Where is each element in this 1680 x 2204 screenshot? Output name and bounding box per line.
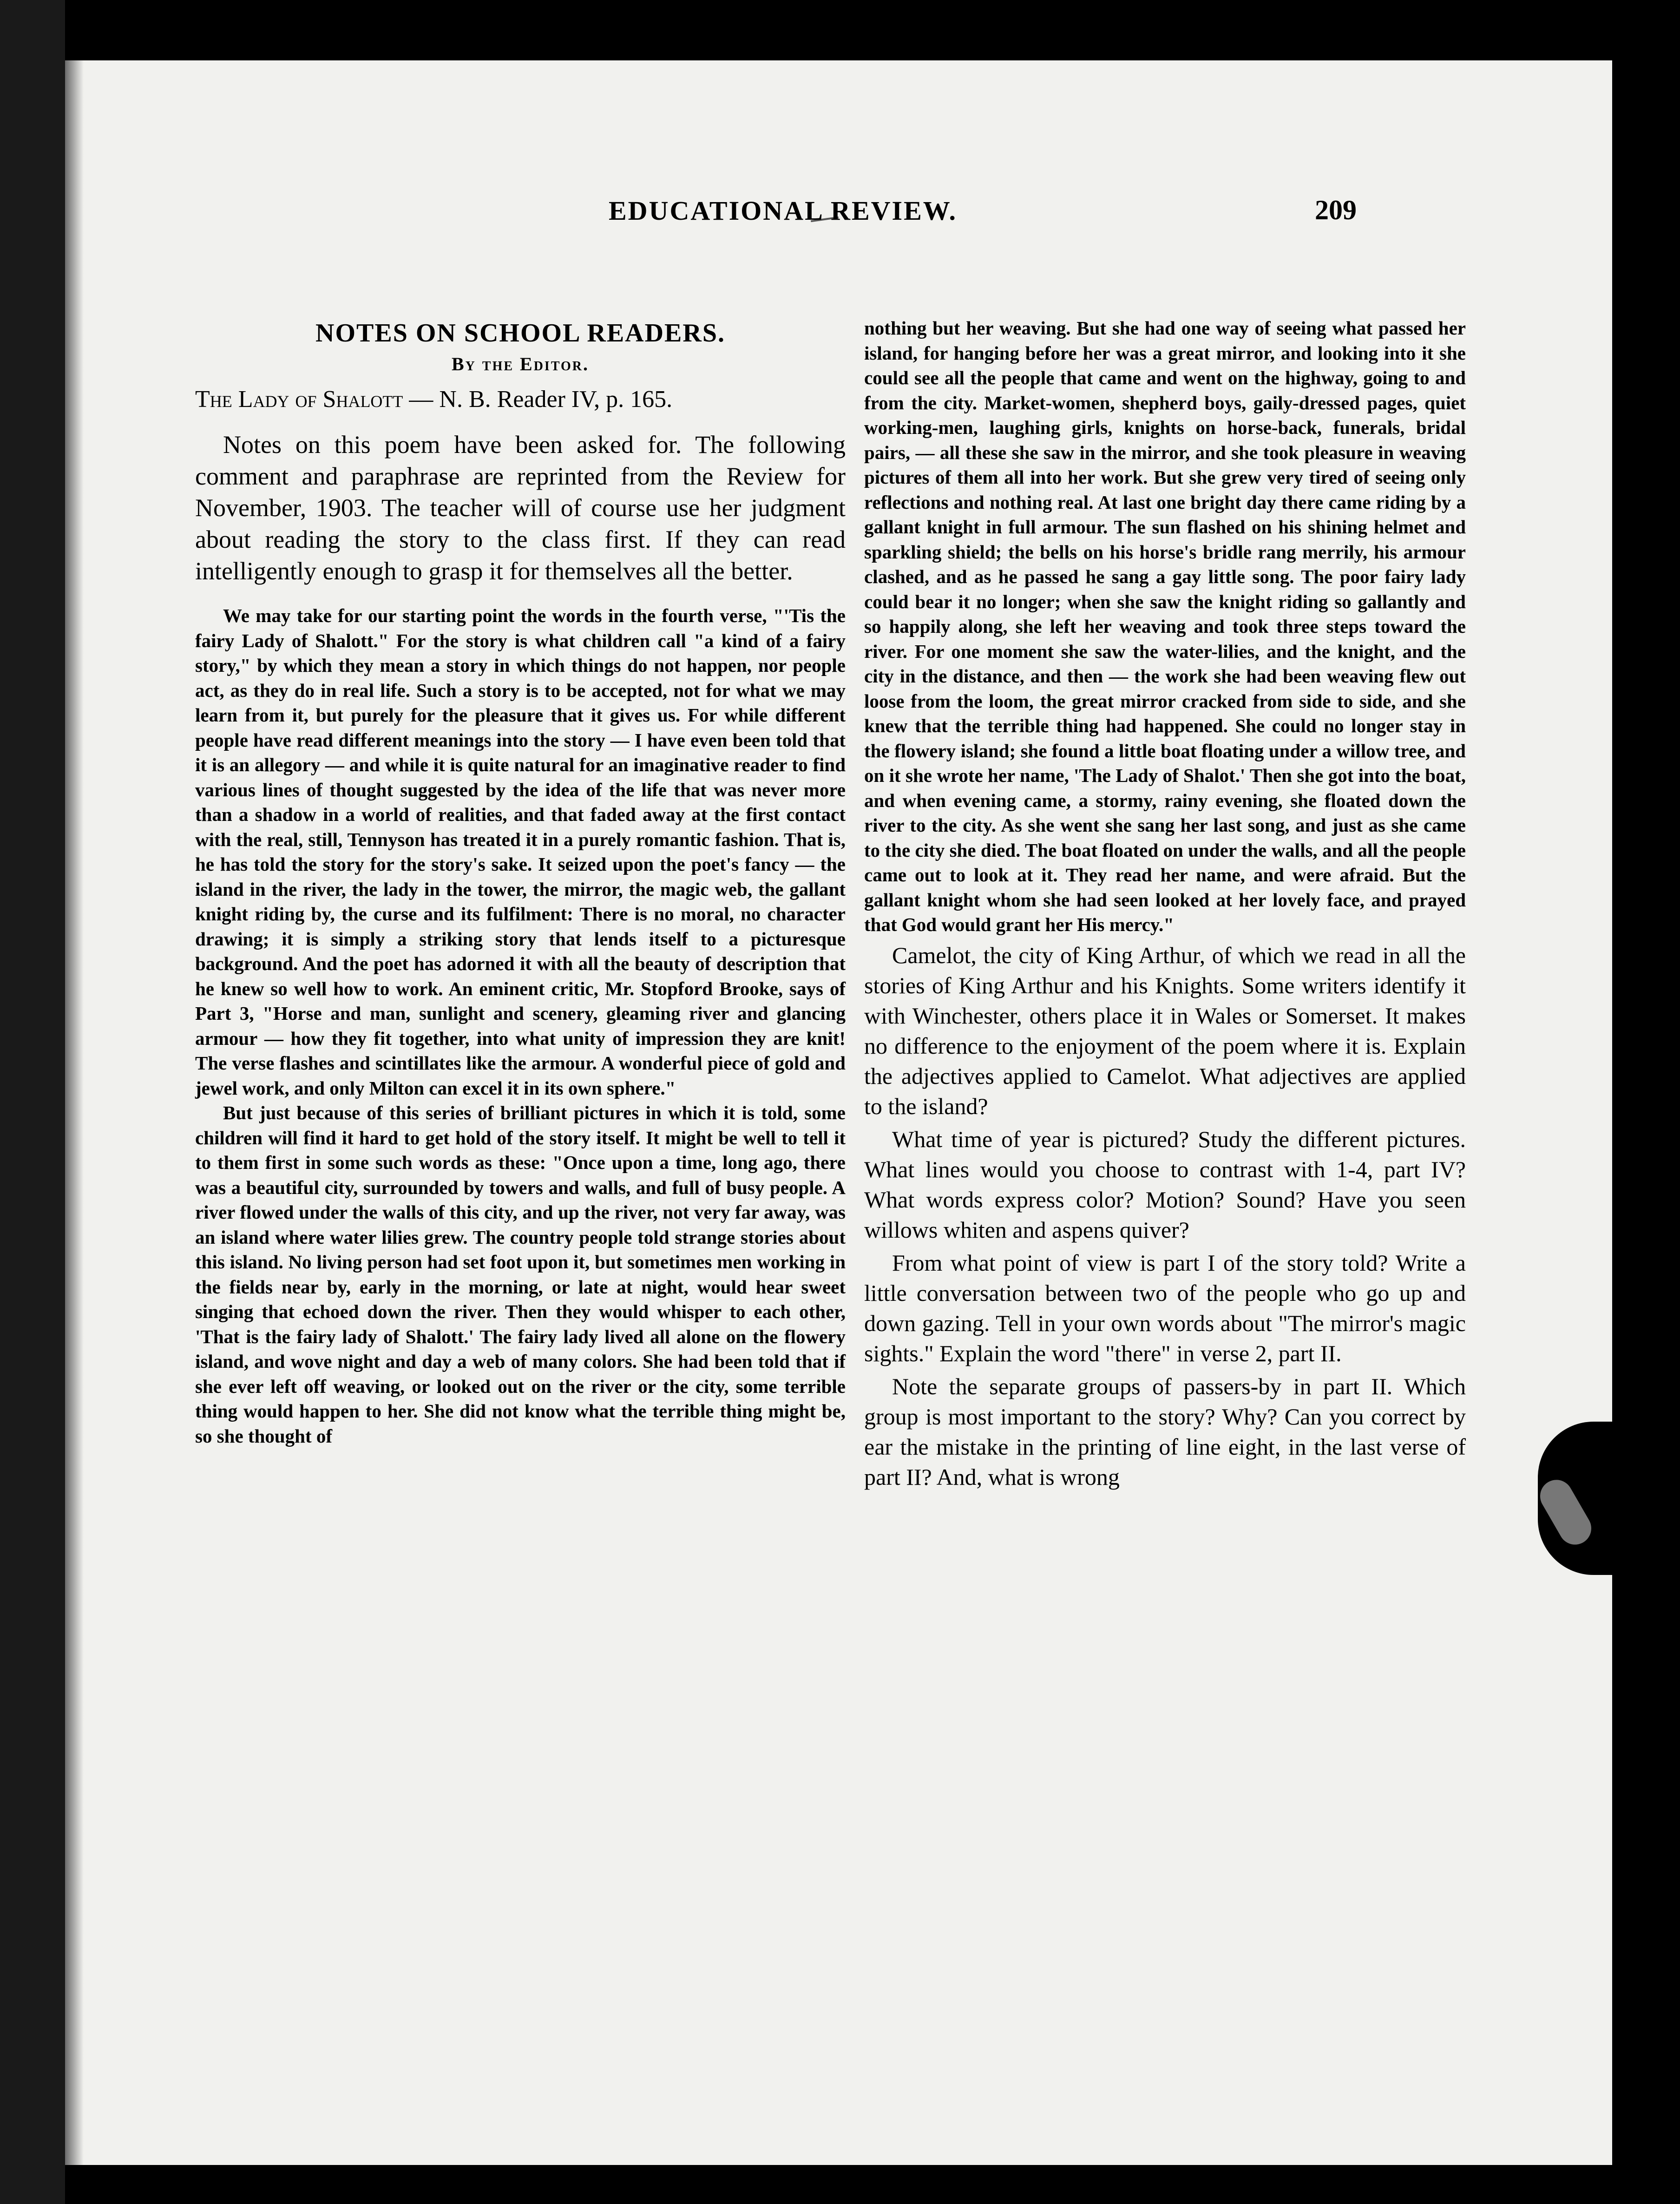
left-column xyxy=(195,317,846,1449)
intro-paragraph: Notes on this poem have been asked for. The following comment and paraphrase are reprinted from the Review for November, 1903. The teacher will of course use her judgment about reading the story to the class first. If they can read intelligently enough to grasp it for themselves all the better. xyxy=(195,431,846,585)
question-paragraph-2: What time of year is pictured? Study the different pictures. What lines would you choose to contrast with 1-4, part IV? What words express color? Motion? Sound? Have you seen willows whiten and aspens quiver? xyxy=(864,1126,1466,1243)
right-column xyxy=(864,316,1466,1492)
byline: By the Editor. xyxy=(452,354,589,374)
article-subtitle xyxy=(195,384,846,415)
question-paragraph-1: Camelot, the city of King Arthur, of which we read in all the stories of King Arthur and his Knights. Some writers identify it with Winchester, others place it in Wales or Somerset. It makes no difference to the enjoyment of the poem where it is. Explain the adjectives applied to Camelot. What adjectives are applied to the island? xyxy=(864,942,1466,1119)
comment-paragraph-1: We may take for our starting point the words in the fourth verse, "'Tis the fairy Lady of Shalott." For the story is what children call "a kind of a fairy story," by which they mean a story in which things do not happen, nor people act, as they do in real life. Such a story is to be accepted, not for what we may learn from it, but purely for the pleasure that it gives us. For while different people have read different meanings into the story — I have even been told that it is an allegory — and while it is quite natural for an imaginative reader to find various lines of thought suggested by the idea of the life that was never more than a shadow in a world of realities, and that faded away at the first contact with the real, still, Tennyson has treated it in a purely romantic fashion. That is, he has told the story for the story's sake. It seized upon the poet's fancy — the island in the river, the lady in the tower, the mirror, the magic web, the gallant knight riding by, the curse and its fulfilment: There is no moral, no character drawing; it is simply a striking story that lends itself to a picturesque background. And the poet has adorned it with all the beauty of description that he knew so well how to work. An eminent critic, Mr. Stopford Brooke, says of Part 3, "Horse and man, sunlight and scenery, gleaming river and glancing armour — how they fit together, into what unity of impression they are knit! The verse flashes and scintillates like the armour. A wonderful piece of gold and jewel work, and only Milton can excel it in its own sphere." xyxy=(195,605,846,1099)
page-number: 209 xyxy=(1315,195,1357,225)
comment-paragraph-2: But just because of this series of brilliant pictures in which it is told, some children will find it hard to get hold of the story itself. It might be well to tell it to them first in some such words as these: "Once upon a time, long ago, there was a beautiful city, surrounded by towers and walls, and full of busy people. A river flowed under the walls of this city, and up the river, not very far away, was an island where water lilies grew. The country people told strange stories about this island. No living person had set foot upon it, but sometimes men working in the fields near by, early in the morning, or late at night, would hear sweet singing that echoed down the river. Then they would whisper to each other, 'That is the fairy lady of Shalott.' The fairy lady lived all alone on the flowery island, and wove night and day a web of many colors. She had been told that if she ever left off weaving, or looked out on the river or the city, some terrible thing would happen to her. She did not know what the terrible thing might be, so she thought of xyxy=(195,1102,846,1447)
article-title: NOTES ON SCHOOL READERS. xyxy=(315,319,725,348)
reader-reference: — N. B. Reader IV, p. 165. xyxy=(403,386,673,413)
running-head: EDUCATIONAL REVIEW. xyxy=(609,196,957,226)
question-paragraph-3: From what point of view is part I of the story told? Write a little conversation between two of the people who go up and down gazing. Tell in your own words about "The mirror's magic sights." Explain the word "there" in verse 2, part II. xyxy=(864,1249,1466,1366)
left-page-edge xyxy=(0,0,65,2204)
poem-title: The Lady of Shalott xyxy=(195,386,403,413)
question-paragraph-4: Note the separate groups of passers-by in part II. Which group is most important to the story? Why? Can you correct by ear the mistake in the printing of line eight, in the last verse of part II? And, what is wrong xyxy=(864,1373,1466,1490)
comment-paragraph-2-continued: nothing but her weaving. But she had one way of seeing what passed her island, for hanging before her was a great mirror, and looking into it she could see all the people that came and went on the highway, going to and from the city. Market-women, shepherd boys, gaily-dressed pages, quiet working-men, laughing girls, knights on horse-back, funerals, bridal pairs, — all these she saw in the mirror, and she took pleasure in weaving pictures of them all into her work. But she grew very tired of seeing only reflections and nothing real. At last one bright day there came riding by a gallant knight in full armour. The sun flashed on his shining helmet and sparkling shield; the bells on his horse's bridle rang merrily, his armour clashed, and as he passed he sang a gay little song. The poor fairy lady could bear it no longer; when she saw the knight riding so gallantly and so happily along, she left her weaving and took three steps toward the river. For one moment she saw the water-lilies, and the knight, and the city in the distance, and then — the work she had been weaving flew out loose from the loom, the great mirror cracked from side to side, and she knew that the terrible thing had happened. She could no longer stay in the flowery island; she found a little boat floating under a willow tree, and on it she wrote her name, 'The Lady of Shalot.' Then she got into the boat, and when evening came, a stormy, rainy evening, she floated down the river to the city. As she went she sang her last song, and just as she came to the city she died. The boat floated on under the walls, and all the people came out to look at it. They read her name, and were afraid. But the gallant knight whom she had seen looked at her lovely face, and prayed that God would grant her His mercy." xyxy=(864,317,1466,935)
gutter-shadow xyxy=(65,60,84,2165)
